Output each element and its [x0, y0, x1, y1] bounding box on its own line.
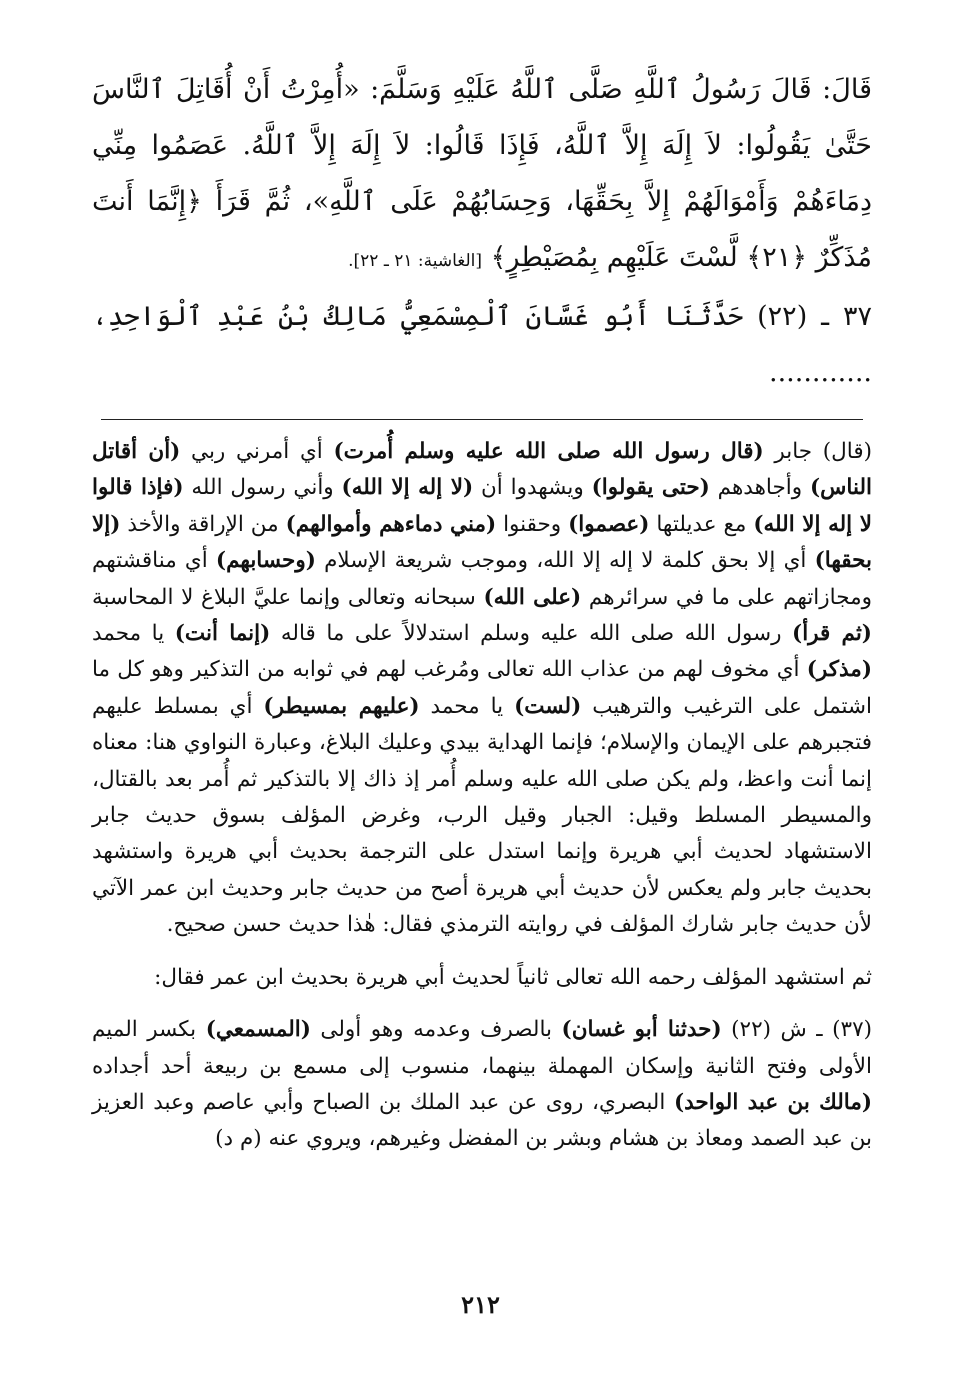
- quoted-matn-phrase: (إلا بحقها): [92, 511, 872, 574]
- quoted-matn-phrase: (إنما أنت): [174, 621, 271, 647]
- quoted-matn-phrase: (مالك بن عبد الواحد): [673, 1089, 873, 1115]
- commentary-text: أي بمسلط عليهم فتجبرهم على الإيمان والإسلام؛ فإنما الهداية بيدي وعليك البلاغ، وعبارة النواوي هنا: معناه إنما أنت واعظ، ولم يكن صلى الله عليه وسلم أُمر إذ ذاك إلا بالتذكير ثم أُمر بعد بالقتال، والمسيطر المسلط وقيل: الجبار وقيل الرب، وغرض المؤلف بسوق حديث جابر الاستشهاد لحديث أبي هريرة وإنما استدل على الترجمة بحديث أبي هريرة واستشهد بحديث جابر ولم يعكس لأن حديث أبي هريرة أصح من حديث جابر وحديث ابن عمر الآتي لأن حديث جابر شارك المؤلف في روايته الترمذي فقال: هٰذا حديث حسن صحيح.: [92, 693, 872, 938]
- footnote-divider: [101, 419, 863, 420]
- sharh-paragraph-2: ثم استشهد المؤلف رحمه الله تعالى ثانياً لحديث أبي هريرة بحديث ابن عمر فقال:: [154, 964, 872, 990]
- commentary-text: أي أمرني ربي: [180, 439, 334, 464]
- quoted-matn-phrase: (ثم قرأ): [792, 621, 872, 647]
- commentary-text: (قال) جابر: [763, 439, 872, 464]
- commentary-text: يا محمد: [92, 621, 175, 647]
- sharh-paragraph-1: [92, 434, 872, 944]
- quoted-matn-phrase: (قال رسول الله صلى الله عليه وسلم أُمرت): [333, 439, 764, 464]
- commentary-text: (٣٧) ـ ش (٢٢): [721, 1017, 873, 1043]
- commentary-text: يا محمد: [419, 693, 515, 719]
- sharh-paragraph-3: [92, 1012, 872, 1158]
- commentary-text: أي مخوف لهم من عذاب الله تعالى ومُرغب لهم في ثوابه من التذكير وهو كل ما اشتمل على الترغيب والترهيب: [92, 657, 873, 719]
- hadith-37-line: ٣٧ ـ (٢٢) حَدَّثَنَا أَبُو غَسَّانَ ٱلْمِسْمَعِيُّ مَالِكُ بْنُ عَبْدِ ٱلْوَاحِدِ، ............: [92, 301, 873, 388]
- matn-paragraph: [92, 62, 872, 289]
- commentary-text: البصري، روى عن عبد الملك بن الصباح وأبي عاصم وعبد العزيز بن عبد الصمد ومعاذ بن هشام وبشر بن المفضل وغيرهم، ويروي عنه (م د): [92, 1089, 872, 1152]
- commentary-text: بالصرف وعدمه وهو أولى: [310, 1017, 562, 1043]
- quoted-matn-phrase: (لست): [514, 693, 582, 719]
- quran-reference: [الغاشية: ٢١ ـ ٢٢].: [348, 251, 483, 271]
- quoted-matn-phrase: (حتى يقولوا): [591, 475, 710, 501]
- quoted-matn-phrase: (على الله): [483, 584, 582, 610]
- commentary-text: من الإراقة والأخذ: [120, 511, 286, 537]
- commentary-text: بكسر الميم الأولى وفتح الثانية وإسكان المهملة بينهما، منسوب إلى مسمع بن ربيعة أحد أجداده: [92, 1017, 872, 1079]
- commentary-text: وحقنوا: [496, 511, 569, 537]
- commentary-text: وأني رسول الله: [183, 475, 342, 501]
- page-number: ٢١٢: [461, 1290, 500, 1319]
- quoted-matn-phrase: (مني دماءهم وأموالهم): [285, 511, 497, 537]
- quoted-matn-phrase: (عليهم بمسيطر): [263, 693, 420, 719]
- quoted-matn-phrase: (أن أقاتل الناس): [92, 439, 872, 501]
- quoted-matn-phrase: (مذكر): [806, 657, 872, 683]
- commentary-text: أي مناقشتهم ومجازاتهم على ما في سرائرهم: [92, 548, 872, 610]
- quoted-matn-phrase: (فإذا قالوا لا إله إلا الله): [92, 475, 872, 537]
- commentary-text: سبحانه وتعالى وإنما عليَّ البلاغ لا المحاسبة: [92, 584, 484, 610]
- commentary-text: مع عديلتها: [649, 511, 754, 537]
- quoted-matn-phrase: (حدثنا أبو غسان): [561, 1017, 722, 1043]
- page-content: [92, 62, 872, 1158]
- commentary-text: ويشهدوا أن: [473, 475, 592, 501]
- quoted-matn-phrase: (لا إله إلا الله): [341, 475, 474, 501]
- commentary-text: أي إلا بحق كلمة لا إله إلا الله، وموجب شريعة الإسلام: [315, 548, 815, 574]
- matn-text: قَالَ: قَالَ رَسُولُ ٱللَّهِ صَلَّى ٱللَّهُ عَلَيْهِ وَسَلَّمَ: «أُمِرْتُ أَنْ أُقَاتِلَ ٱلنَّاسَ حَتَّىٰ يَقُولُوا: لاَ إِلَهَ إِلاَّ ٱللَّهُ، فَإِذَا قَالُوا: لاَ إِلَهَ إِلاَّ ٱللَّهُ. عَصَمُوا مِنِّي دِمَاءَهُمْ وَأَمْوَالَهُمْ إِلاَّ بِحَقِّهَا، وَحِسَابُهُمْ عَلَى ٱللَّهِ»، ثُمَّ قَرَأَ ﴿إِنَّمَا أَنتَ مُذَكِّرٌ ﴿٢١﴾ لَّسْتَ عَلَيْهِم بِمُصَيْطِرٍ﴾: [92, 74, 872, 273]
- quoted-matn-phrase: (عصموا): [568, 511, 650, 537]
- commentary-text: رسول الله صلى الله عليه وسلم استدلالاً على ما قاله: [270, 621, 793, 647]
- commentary-text: وأجاهدهم: [709, 475, 810, 501]
- quoted-matn-phrase: (المسمعي): [205, 1017, 311, 1043]
- quoted-matn-phrase: (وحسابهم): [215, 548, 316, 574]
